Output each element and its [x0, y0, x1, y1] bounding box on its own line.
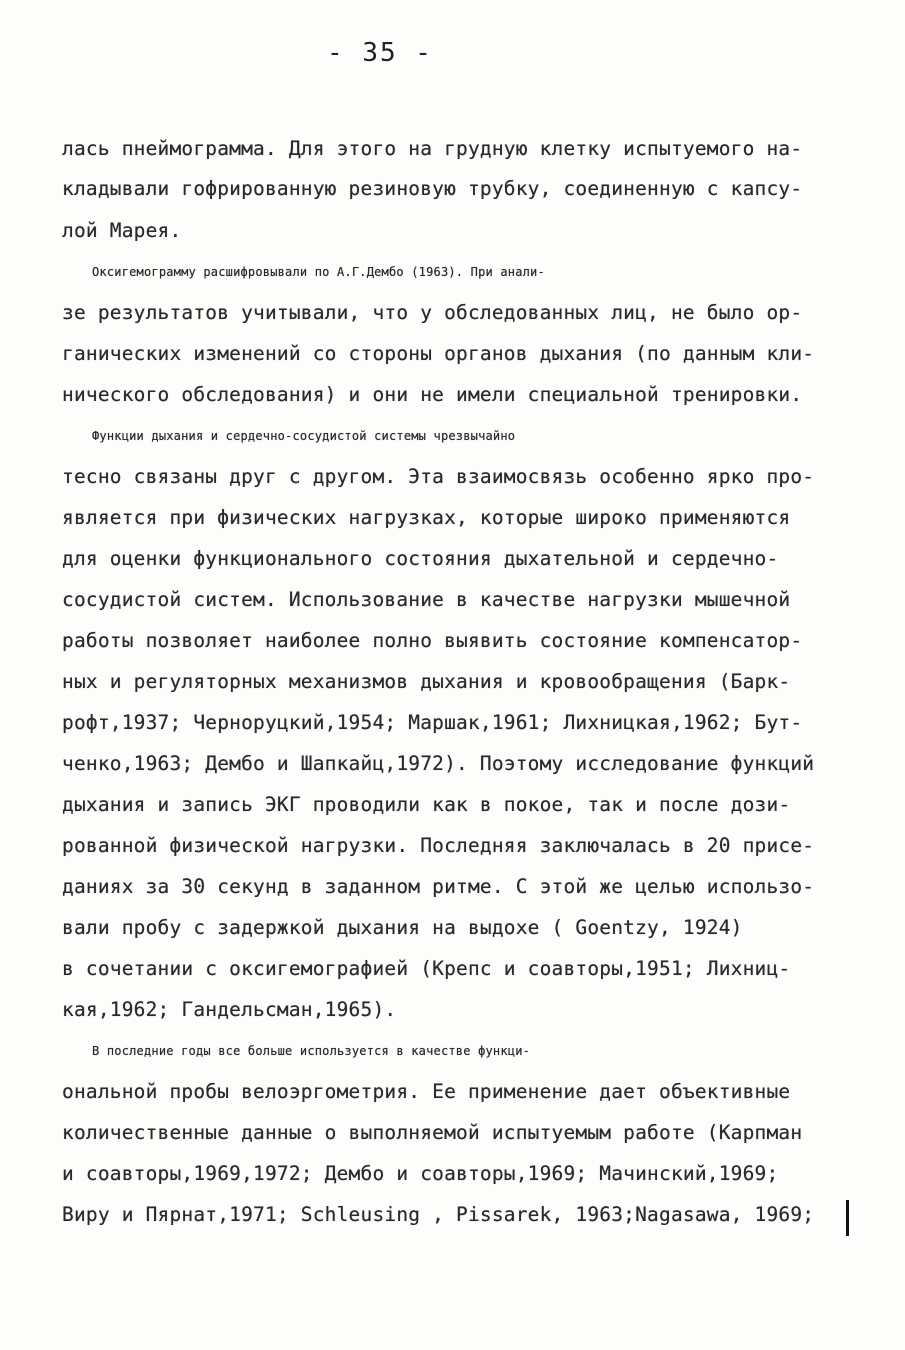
text-line: рофт,1937; Черноруцкий,1954; Маршак,1961; Лихницкая,1962; Бут-: [62, 711, 803, 734]
margin-mark: [846, 1200, 849, 1236]
text-line: кая,1962; Гандельсман,1965).: [62, 998, 397, 1021]
text-line: работы позволяет наиболее полно выявить состояние компенсатор-: [62, 629, 803, 652]
text-line: количественные данные о выполняемой испытуемым работе (Карпман: [62, 1121, 803, 1144]
text-line: вали пробу с задержкой дыхания на выдохе ( Goentzy, 1924): [62, 916, 743, 939]
text-line: Оксигемограмму расшифровывали по А.Г.Дембо (1963). При анали-: [92, 265, 545, 279]
text-line: сосудистой систем. Использование в качестве нагрузки мышечной: [62, 588, 791, 611]
text-line: дыхания и запись ЭКГ проводили как в покое, так и после дози-: [62, 793, 791, 816]
text-line: Виру и Пярнат,1971; Schleusing , Pissarek, 1963;Nagasawa, 1969;: [62, 1203, 815, 1226]
text-line: для оценки функционального состояния дыхательной и сердечно-: [62, 547, 779, 570]
text-line: кладывали гофрированную резиновую трубку, соединенную с капсу-: [62, 177, 803, 200]
text-line: Функции дыхания и сердечно-сосудистой системы чрезвычайно: [92, 429, 516, 443]
text-line: является при физических нагрузках, которые широко применяются: [62, 506, 791, 529]
text-line: лась пнеймограмма. Для этого на грудную клетку испытуемого на-: [62, 137, 803, 160]
text-line: ных и регуляторных механизмов дыхания и кровообращения (Барк-: [62, 670, 791, 693]
text-line: ганических изменений со стороны органов дыхания (по данным кли-: [62, 342, 815, 365]
text-line: в сочетании с оксигемографией (Крепс и соавторы,1951; Лихниц-: [62, 957, 791, 980]
text-line: и соавторы,1969,1972; Дембо и соавторы,1969; Мачинский,1969;: [62, 1162, 779, 1185]
text-line: зе результатов учитывали, что у обследованных лиц, не было ор-: [62, 301, 803, 324]
text-line: даниях за 30 секунд в заданном ритме. С этой же целью использо-: [62, 875, 815, 898]
text-line: ональной пробы велоэргометрия. Ее применение дает объективные: [62, 1080, 791, 1103]
text-line: нического обследования) и они не имели специальной тренировки.: [62, 383, 803, 406]
text-line: В последние годы все больше используется в качестве функци-: [92, 1044, 531, 1058]
text-line: ченко,1963; Дембо и Шапкайц,1972). Поэтому исследование функций: [62, 752, 815, 775]
text-line: тесно связаны друг с другом. Эта взаимосвязь особенно ярко про-: [62, 465, 815, 488]
text-line: рованной физической нагрузки. Последняя заключалась в 20 присе-: [62, 834, 815, 857]
text-line: лой Марея.: [62, 219, 182, 242]
page-number: - 35 -: [327, 38, 433, 68]
